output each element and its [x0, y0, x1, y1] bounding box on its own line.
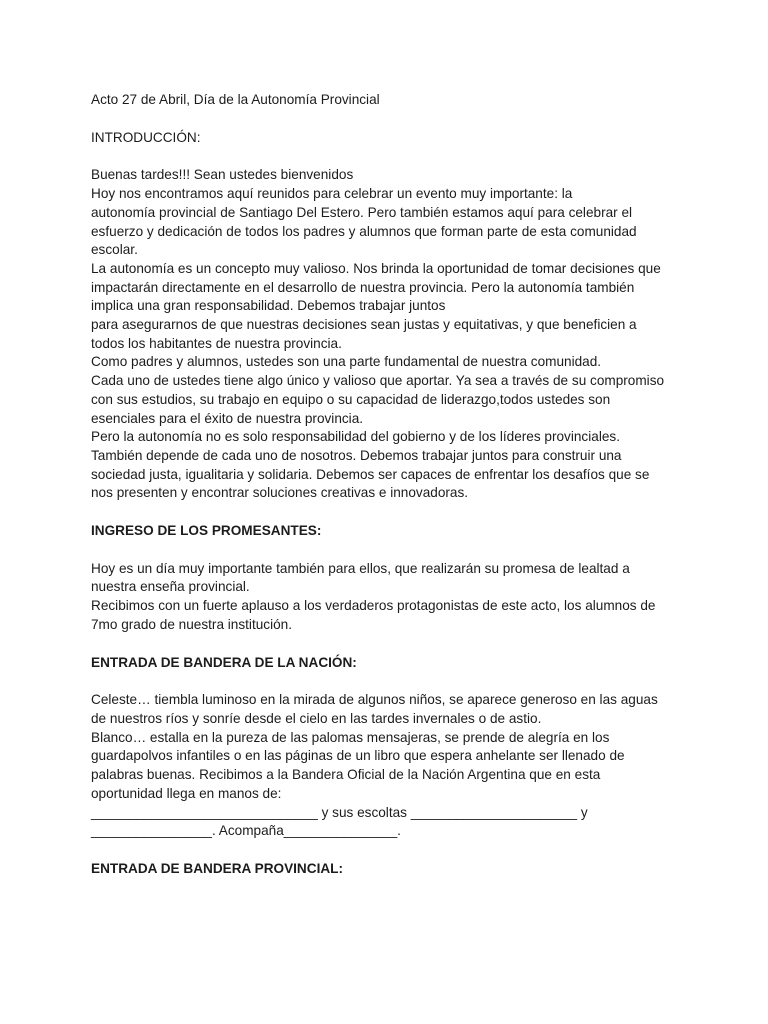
intro-line: autonomía provincial de Santiago Del Estero. Pero también estamos aquí para celebrar el	[91, 204, 633, 220]
intro-line: La autonomía es un concepto muy valioso. Nos brinda la oportunidad de tomar decisiones que	[91, 260, 661, 276]
intro-line: sociedad justa, igualitaria y solidaria. Debemos ser capaces de enfrentar los desafíos que se	[91, 466, 650, 482]
intro-line: impactarán directamente en el desarrollo de nuestra provincia. Pero la autonomía también	[91, 279, 635, 295]
intro-line: escolar.	[91, 242, 138, 258]
bandera-nacion-line: palabras buenas. Recibimos a la Bandera Oficial de la Nación Argentina que en esta	[91, 767, 601, 783]
bandera-nacion-paragraph	[91, 691, 691, 841]
blank-fill-line: ______________________________ y sus escoltas ______________________ y	[91, 804, 588, 820]
intro-line: Cada uno de ustedes tiene algo único y valioso que aportar. Ya sea a través de su compromiso	[91, 373, 665, 389]
intro-line: nos presenten y encontrar soluciones creativas e innovadoras.	[91, 485, 469, 501]
promesantes-line: Hoy es un día muy importante también para ellos, que realizarán su promesa de lealtad a	[91, 560, 630, 576]
document-page	[91, 91, 691, 879]
bandera-nacion-line: Blanco… estalla en la pureza de las palomas mensajeras, se prende de alegría en los	[91, 729, 610, 745]
bandera-nacion-line: Celeste… tiembla luminoso en la mirada de algunos niños, se aparece generoso en las aguas	[91, 692, 658, 708]
intro-paragraph	[91, 166, 691, 503]
promesantes-line: Recibimos con un fuerte aplauso a los verdaderos protagonistas de este acto, los alumnos de	[91, 598, 656, 614]
blank-fill-line: ________________. Acompaña_______________.	[91, 823, 401, 839]
intro-line: todos los habitantes de nuestra provincia.	[91, 335, 342, 351]
document-title: Acto 27 de Abril, Día de la Autonomía Provincial	[91, 92, 380, 107]
intro-line: También depende de cada uno de nosotros. Debemos trabajar juntos para construir una	[91, 447, 622, 463]
bandera-nacion-line: guardapolvos infantiles o en las páginas de un libro que espera anhelante ser llenado de	[91, 748, 625, 764]
intro-line: esenciales para el éxito de nuestra provincia.	[91, 410, 364, 426]
bandera-nacion-heading: ENTRADA DE BANDERA DE LA NACIÓN:	[91, 654, 357, 670]
promesantes-paragraph	[91, 560, 691, 635]
intro-line: Como padres y alumnos, ustedes son una parte fundamental de nuestra comunidad.	[91, 354, 602, 370]
intro-line: para asegurarnos de que nuestras decisiones sean justas y equitativas, y que beneficien a	[91, 317, 637, 333]
intro-line: con sus estudios, su trabajo en equipo o su capacidad de liderazgo,todos ustedes son	[91, 391, 611, 407]
intro-line: Buenas tardes!!! Sean ustedes bienvenidos	[91, 167, 354, 183]
bandera-nacion-line: oportunidad llega en manos de:	[91, 785, 282, 801]
promesantes-heading: INGRESO DE LOS PROMESANTES:	[91, 523, 322, 539]
bandera-nacion-line: de nuestros ríos y sonríe desde el cielo en las tardes invernales o de astio.	[91, 710, 542, 726]
intro-line: Hoy nos encontramos aquí reunidos para celebrar un evento muy importante: la	[91, 186, 573, 202]
promesantes-line: 7mo grado de nuestra institución.	[91, 616, 293, 632]
bandera-provincial-heading: ENTRADA DE BANDERA PROVINCIAL:	[91, 860, 343, 876]
intro-line: implica una gran responsabilidad. Debemos trabajar juntos	[91, 298, 446, 314]
promesantes-line: nuestra enseña provincial.	[91, 579, 250, 595]
intro-line: esfuerzo y dedicación de todos los padres y alumnos que forman parte de esta comunidad	[91, 223, 637, 239]
intro-heading: INTRODUCCIÓN:	[91, 129, 201, 145]
intro-line: Pero la autonomía no es solo responsabilidad del gobierno y de los líderes provinciales.	[91, 429, 620, 445]
